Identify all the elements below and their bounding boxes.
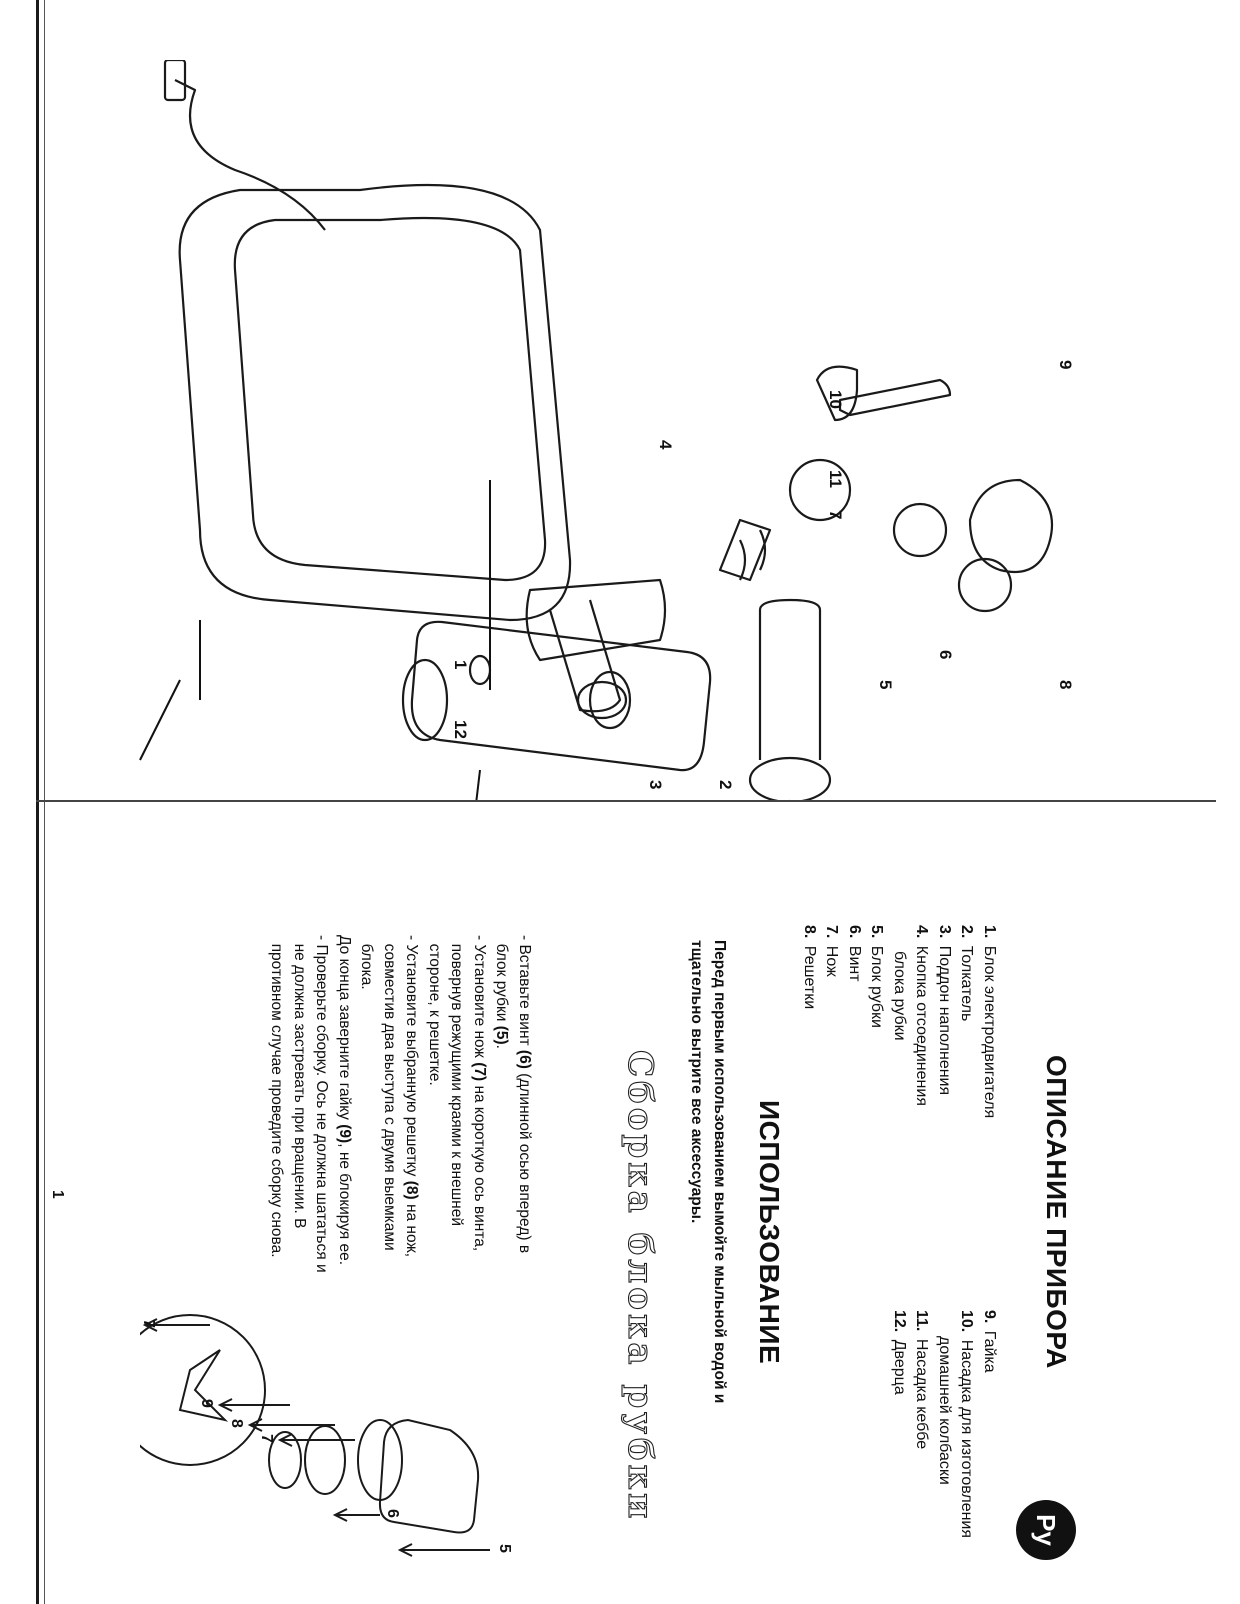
- part-item: 7. Нож: [823, 925, 841, 977]
- assembly-title: Сборка блока рубки: [620, 1050, 660, 1523]
- assembly-steps: [265, 935, 535, 1273]
- blade-detail-illustration: [180, 1350, 225, 1420]
- leader-3: [460, 770, 480, 800]
- leader-12: [140, 680, 180, 760]
- callout-6: 6: [936, 650, 955, 660]
- part-item-continuation: блока рубки: [891, 951, 908, 1041]
- callout-10: 10: [826, 390, 845, 409]
- callout-1: 1: [451, 660, 470, 670]
- part-item: 4. Кнопка отсоединения: [913, 925, 931, 1106]
- usage-title: ИСПОЛЬЗОВАНИЕ: [754, 1100, 785, 1365]
- assembly-step-line: - Установите нож (7) на короткую ось винта,: [471, 935, 488, 1252]
- detail-magnifier-circle: [140, 1315, 265, 1465]
- callout-5: 5: [876, 680, 895, 690]
- tray-hole-illustration: [590, 672, 630, 728]
- callout-11: 11: [826, 470, 845, 488]
- arrow-8: [250, 1419, 335, 1431]
- motor-housing-face: [235, 218, 545, 580]
- parts-list-left: [798, 925, 1001, 1118]
- callout-2: 2: [716, 780, 735, 790]
- assembly-step-line: блок рубки (5).: [493, 935, 511, 1049]
- part-item: 12. Дверца: [891, 1310, 908, 1395]
- part-item: 6. Винт: [846, 925, 863, 982]
- parts-list-right: [888, 1310, 1001, 1538]
- usage-warning: [685, 940, 730, 1403]
- part-item: 9. Гайка: [981, 1310, 998, 1373]
- assembly-step-line: - Вставьте винт (6) (длинной осью вперед) в: [516, 935, 533, 1254]
- small-callout-8: 8: [228, 1419, 245, 1428]
- pusher-illustration: [760, 600, 820, 760]
- chopping-block-tube-illustration: [527, 580, 665, 711]
- callout-9: 9: [1056, 360, 1075, 370]
- small-callout-6: 6: [384, 1509, 401, 1518]
- usage-warning-line-2: тщательно вытрите все аксессуары.: [688, 940, 706, 1224]
- part-item: 3. Поддон наполнения: [936, 925, 953, 1096]
- part-item-continuation: домашней колбаски: [936, 1336, 953, 1485]
- motor-housing-illustration: [180, 185, 570, 620]
- motor-outlet-illustration: [403, 660, 447, 740]
- assembly-step-line: - Проверьте сборку. Ось не должна шататься и: [313, 935, 331, 1273]
- grid-disc-large-illustration: [894, 504, 946, 556]
- callout-4: 4: [656, 440, 675, 450]
- blade-assembly-diagram: [140, 1310, 540, 1600]
- assembly-step-line: До конца заверните гайку (9), не блокируя ее.: [336, 935, 353, 1266]
- arrow-5: [400, 1544, 490, 1556]
- assembly-step-line: блока.: [358, 935, 376, 990]
- grid-disc-illustration: [305, 1426, 345, 1494]
- assembly-step-line: - Установите выбранную решетку (8) на нож,: [403, 935, 421, 1258]
- assembly-step-line: стороне, к решетке.: [426, 935, 443, 1086]
- language-badge: Ру: [1016, 1500, 1076, 1560]
- pusher-cap-illustration: [750, 758, 830, 800]
- callout-3: 3: [646, 780, 665, 790]
- small-callout-9: 9: [198, 1399, 215, 1408]
- part-item: 10. Насадка для изготовления: [958, 1310, 976, 1539]
- assembly-step-line: повернув режущими краями к внешней: [448, 935, 466, 1226]
- assembly-step-line: не должна застревать при вращении. В: [291, 935, 308, 1229]
- assembly-step-line: совместив два выступа с двумя выемками: [381, 935, 398, 1251]
- part-item: 1. Блок электродвигателя: [981, 925, 998, 1119]
- assembly-step-line: противном случае проведите сборку снова.: [268, 935, 286, 1258]
- arrow-6: [335, 1509, 380, 1521]
- small-callout-7-detail: 7: [140, 1319, 157, 1328]
- small-callout-7: 7: [258, 1434, 275, 1443]
- callout-12: 12: [451, 720, 470, 739]
- callout-7: 7: [826, 510, 845, 520]
- small-callout-5: 5: [496, 1544, 513, 1553]
- callout-8: 8: [1056, 680, 1075, 690]
- exploded-view-diagram: [50, 60, 1080, 800]
- usage-warning-line-1: Перед первым использованием вымойте мыльной водой и: [711, 940, 728, 1404]
- grid-disc-small-illustration: [959, 559, 1011, 611]
- part-item: 2. Толкатель: [958, 925, 976, 1022]
- screw-illustration: [720, 520, 770, 580]
- page-number: 1: [49, 1190, 66, 1199]
- description-title: ОПИСАНИЕ ПРИБОРА: [1041, 1055, 1072, 1369]
- part-item: 8. Решетки: [801, 925, 818, 1010]
- arrow-9: [220, 1399, 290, 1411]
- nut-illustration: [970, 480, 1052, 572]
- part-item: 5. Блок рубки: [868, 925, 886, 1028]
- part-item: 11. Насадка кеббе: [913, 1310, 931, 1450]
- release-button-illustration: [470, 656, 490, 684]
